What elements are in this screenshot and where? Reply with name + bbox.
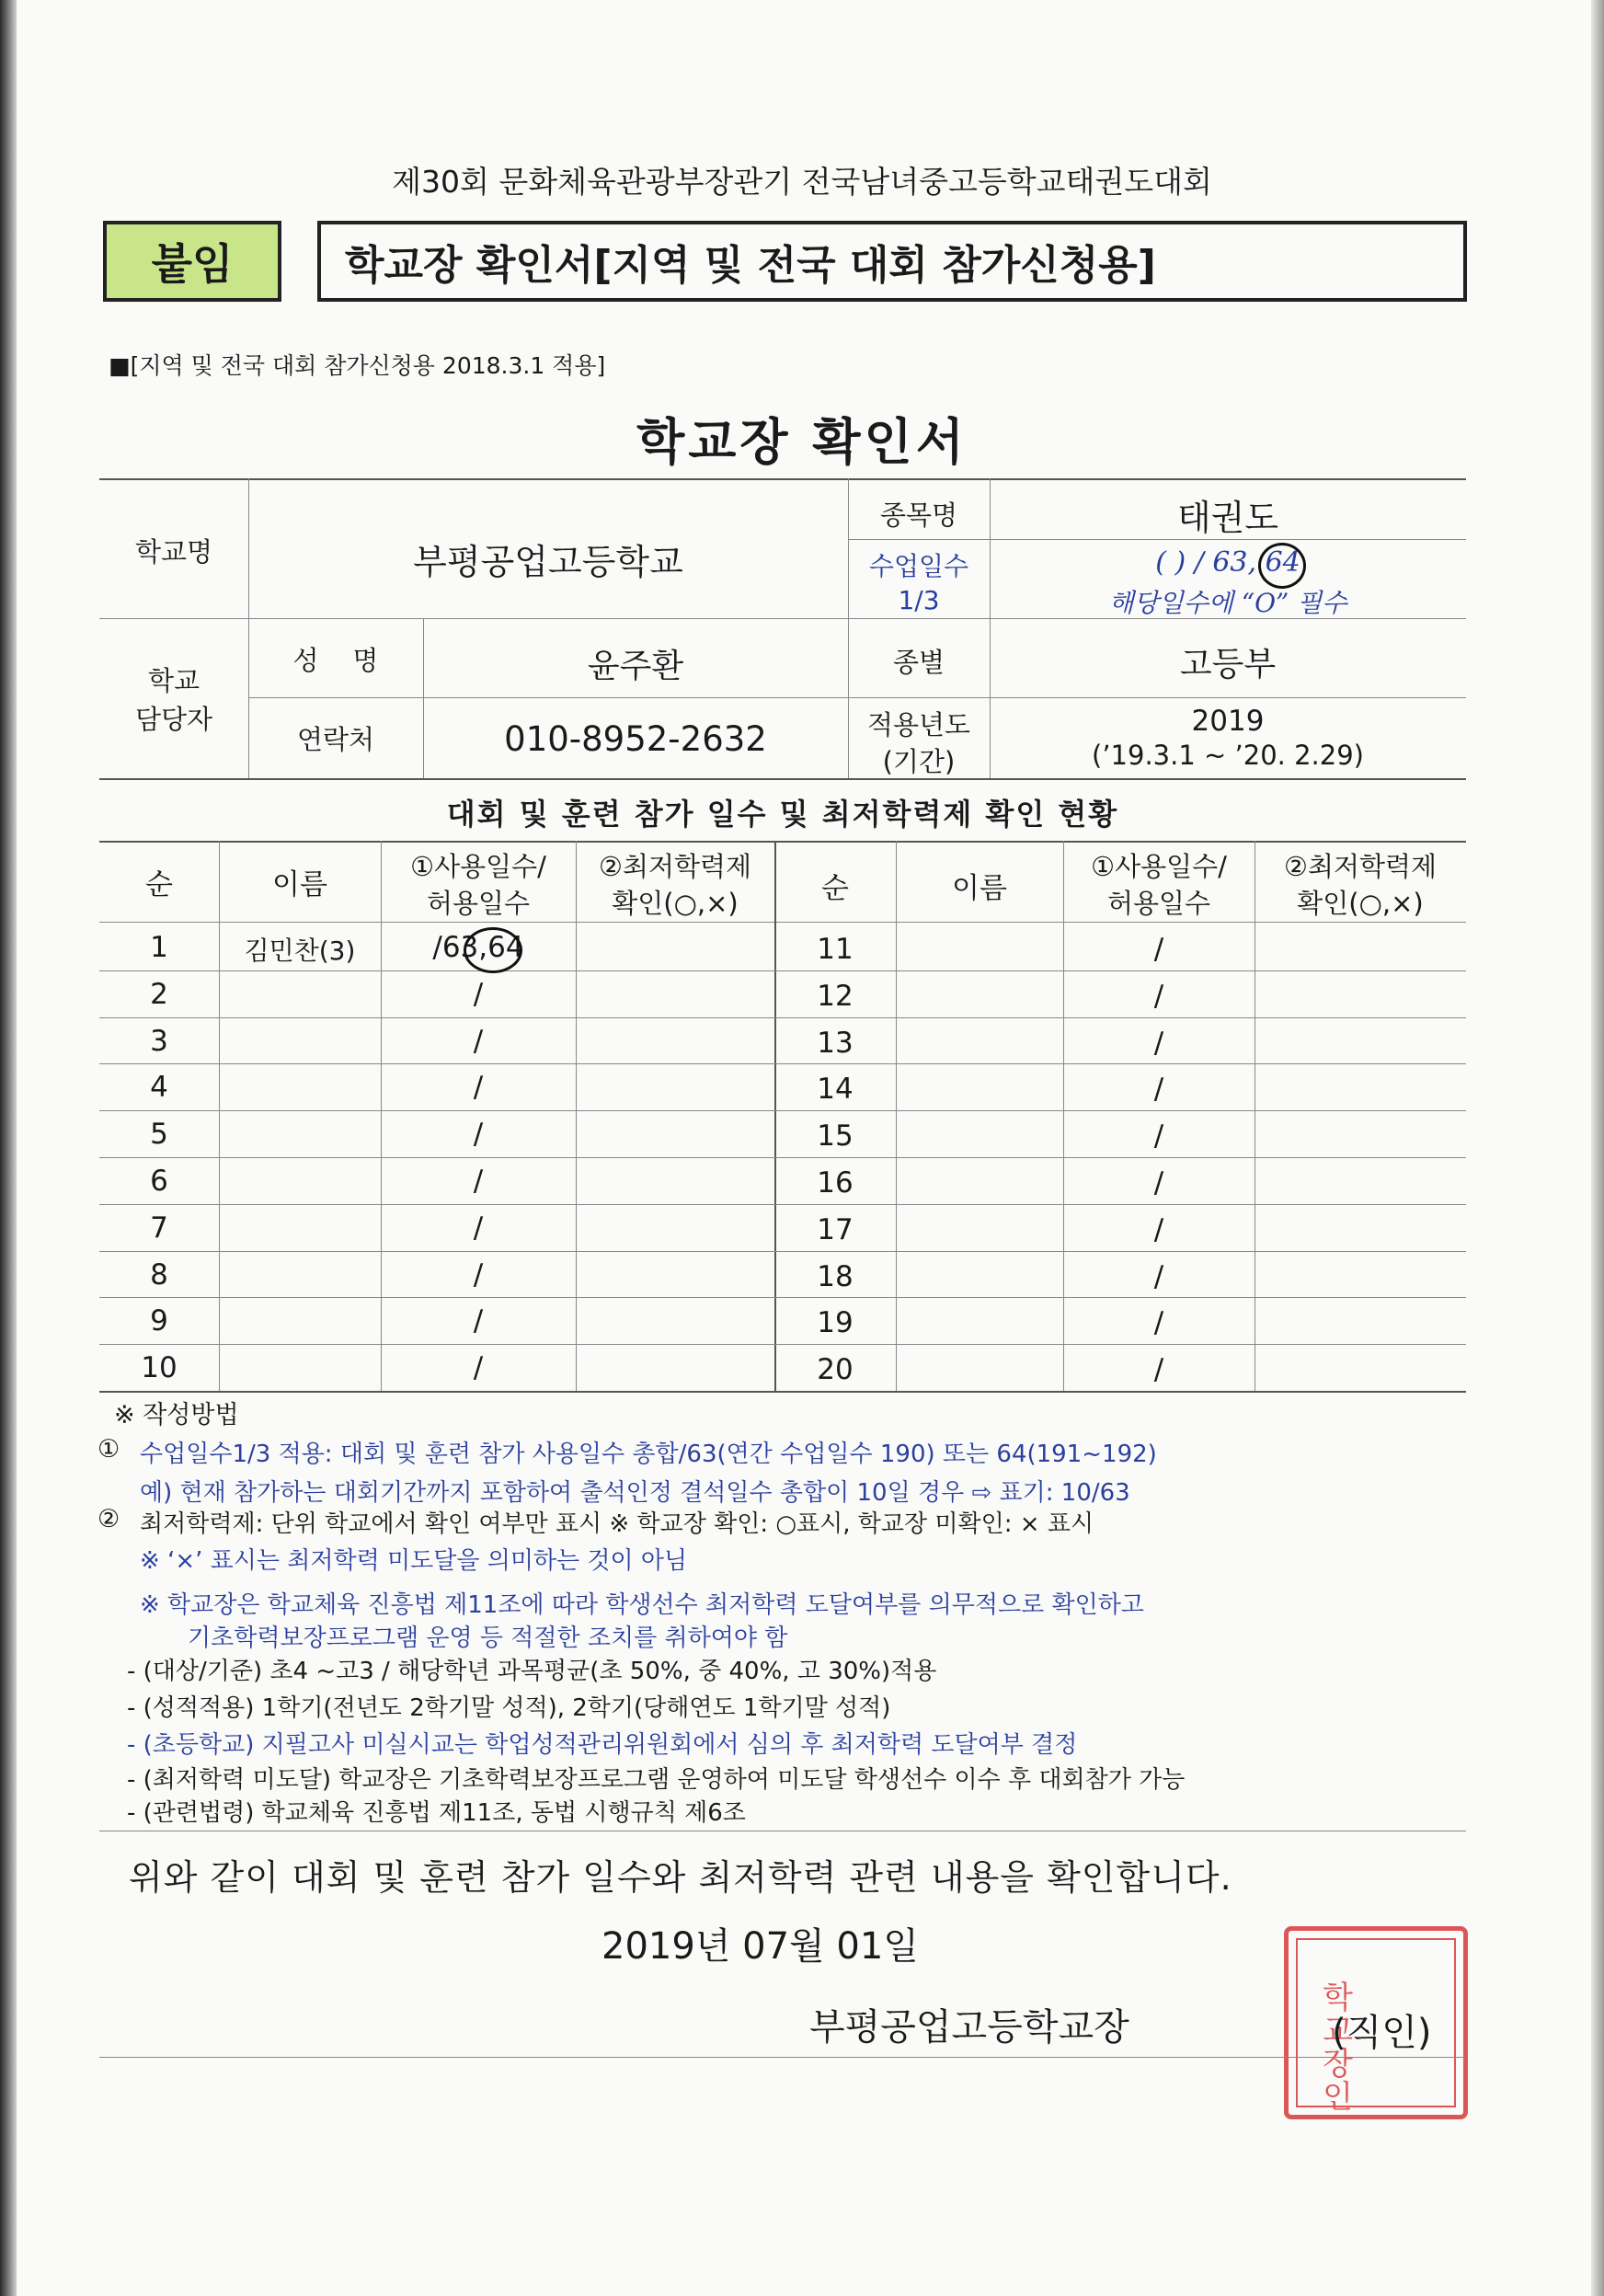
status-row-line [99,1344,1466,1345]
row-days: / [1153,1212,1164,1246]
row-days: / [473,1211,484,1245]
bullet-elementary: - (초등학교) 지필고사 미실시교는 학업성적관리위원회에서 심의 후 최저학력 도달여부 결정 [127,1731,1078,1759]
row-days: / [1153,1119,1164,1154]
row-number: 16 [817,1166,854,1200]
row-number: 4 [150,1071,168,1105]
row-number: 17 [817,1212,854,1246]
col-name: 이름 [952,872,1007,905]
col-check: ②최저학력제 [1283,851,1438,882]
classdays-label: 수업일수 [868,551,969,581]
row-number: 14 [817,1073,854,1107]
row-days: / [1153,1166,1164,1200]
row-number: 20 [817,1353,854,1387]
name-label: 성 명 [292,645,379,676]
row-days: / [473,1351,484,1385]
status-header-line [99,922,1466,923]
note-1-text: 수업일수1/3 적용: 대회 및 훈련 참가 사용일수 총합/63(연간 수업일수 190) 또는 64(191~192) [140,1441,1157,1468]
row-name: 김민찬(3) [244,936,356,966]
bullet-law: - (관련법령) 학교체육 진흥법 제11조, 동법 시행규칙 제6조 [127,1799,746,1827]
row-days: / [473,1165,484,1198]
col-no: 순 [145,868,173,901]
row-number: 2 [150,977,168,1011]
year-period: (’19.3.1 ~ ’20. 2.29) [1092,740,1364,771]
year-value: 2019 [1191,705,1265,738]
note-1-marker: ① [97,1435,120,1464]
signer: 부평공업고등학교장 [809,2006,1129,2049]
row-days: / [473,1118,484,1152]
form-note: ■[지역 및 전국 대회 참가신청용 2018.3.1 적용] [109,352,606,379]
notes-heading: ※ 작성방법 [114,1401,239,1429]
col-days: ①사용일수/ [410,851,546,882]
info-table-bottom [99,778,1466,780]
col-days: ①사용일수/ [1091,851,1227,882]
row-days: / [473,1304,484,1338]
manager-label: 학교 [147,665,200,696]
attachment-label: 붙임 [103,221,281,302]
row-days: / [473,977,484,1011]
year-label-2: (기간) [882,746,956,777]
row-number: 5 [150,1118,168,1152]
status-table-bottom [99,1391,1466,1393]
category-label: 종별 [892,647,945,678]
event-label: 종목명 [879,499,958,531]
school-name: 부평공업고등학교 [413,542,683,582]
note-2-text: 최저학력제: 단위 학교에서 확인 여부만 표시 ※ 학교장 확인: ○표시, 학교장 미확인: × 표시 [140,1510,1094,1538]
category-value: 고등부 [1179,646,1277,683]
col-no: 순 [821,872,849,905]
row-days: / [473,1257,484,1292]
row-number: 19 [817,1306,854,1340]
col-check-sub: 확인(○,×) [1297,888,1424,919]
row-days: / [1153,979,1164,1013]
status-row-line [99,1251,1466,1252]
col-days-sub: 허용일수 [1106,888,1211,919]
row-number: 10 [141,1351,178,1385]
row-number: 18 [817,1259,854,1293]
col-days-sub: 허용일수 [426,888,531,919]
bullet-grade: - (성적적용) 1학기(전년도 2학기말 성적), 2학기(당해연도 1학기말 성적) [127,1694,891,1722]
year-label: 적용년도 [866,709,971,740]
event-value: 태권도 [1176,498,1279,538]
row-number: 6 [150,1165,168,1198]
row-days: / [473,1024,484,1058]
row-number: 11 [817,933,854,966]
seal-text: 학교장인 [1316,1980,1353,2113]
row-number: 1 [150,931,168,964]
row-number: 8 [150,1257,168,1292]
row-days: /63,64 [432,931,524,964]
status-table-top [99,841,1466,843]
status-vline [219,841,220,1391]
classdays-note: 해당일수에 “O” 필수 [1108,588,1347,618]
row-days: / [1153,1306,1164,1340]
confirm-text: 위와 같이 대회 및 훈련 참가 일수와 최저학력 관련 내용을 확인합니다. [129,1857,1232,1898]
row-days: / [1153,933,1164,966]
row-days: / [1153,1353,1164,1387]
row-number: 12 [817,979,854,1013]
row-number: 15 [817,1119,854,1154]
info-table-top [99,478,1466,480]
contact-label: 연락처 [296,724,375,755]
col-check-sub: 확인(○,×) [612,888,739,919]
status-row-line [99,1204,1466,1205]
row-number: 13 [817,1026,854,1060]
attachment-title: 학교장 확인서[지역 및 전국 대회 참가신청용] [317,221,1467,302]
row-number: 9 [150,1304,168,1338]
row-number: 3 [150,1024,168,1058]
doc-title: 학교장 확인서 [636,413,968,471]
scan-shadow-right [1591,0,1604,2296]
note-2-marker: ② [97,1505,120,1533]
col-check: ②최저학력제 [598,851,752,882]
footer-line [99,2057,1466,2058]
school-label: 학교명 [134,536,213,568]
date: 2019년 07월 01일 [602,1925,919,1968]
manager-label-2: 담당자 [134,704,213,735]
status-row-line [99,1157,1466,1158]
status-row-line [99,1017,1466,1018]
scan-shadow-left [0,0,17,2296]
row-days: / [473,1071,484,1105]
status-vline [576,841,577,1391]
row-days: / [1153,1026,1164,1060]
status-row-line [99,1110,1466,1111]
classdays-fraction: 1/3 [898,585,940,615]
note-2-sub-2: ※ 학교장은 학교체육 진흥법 제11조에 따라 학생선수 최저학력 도달여부를 의무적으로 확인하고 [140,1591,1144,1619]
info-line [248,697,1466,698]
seal-label: (직인) [1332,2012,1432,2054]
manager-name: 윤주환 [587,648,684,685]
note-1-example: 예) 현재 참가하는 대회기간까지 포함하여 출석인정 결석일수 총합이 10일 경우 ⇨ 표기: 10/63 [140,1479,1130,1507]
status-vline [896,841,897,1391]
status-row-line [99,1297,1466,1298]
row-days: / [1153,1073,1164,1107]
handwritten-circle [1258,543,1306,589]
bullet-target: - (대상/기준) 초4 ~고3 / 해당학년 과목평균(초 50%, 중 40%, 고 30%)적용 [127,1658,937,1685]
status-title: 대회 및 훈련 참가 일수 및 최저학력제 확인 현황 [446,797,1119,832]
col-name: 이름 [272,868,327,901]
note-2-sub-1: ※ ‘×’ 표시는 최저학력 미도달을 의미하는 것이 아님 [140,1547,688,1575]
contact-value: 010-8952-2632 [504,719,767,759]
row-days: / [1153,1259,1164,1293]
classdays-value: ( ) / 63, 64 [1155,546,1300,579]
status-row-line [99,1063,1466,1064]
competition-title: 제30회 문화체육관광부장관기 전국남녀중고등학교태권도대회 [392,164,1212,200]
row-number: 7 [150,1211,168,1245]
status-row-line [99,970,1466,971]
bullet-not-reached: - (최저학력 미도달) 학교장은 기초학력보장프로그램 운영하여 미도달 학생선수 이수 후 대회참가 가능 [127,1766,1186,1794]
handwritten-circle [464,927,522,973]
note-2-sub-3: 기초학력보장프로그램 운영 등 적절한 조치를 취하여야 함 [188,1624,788,1652]
